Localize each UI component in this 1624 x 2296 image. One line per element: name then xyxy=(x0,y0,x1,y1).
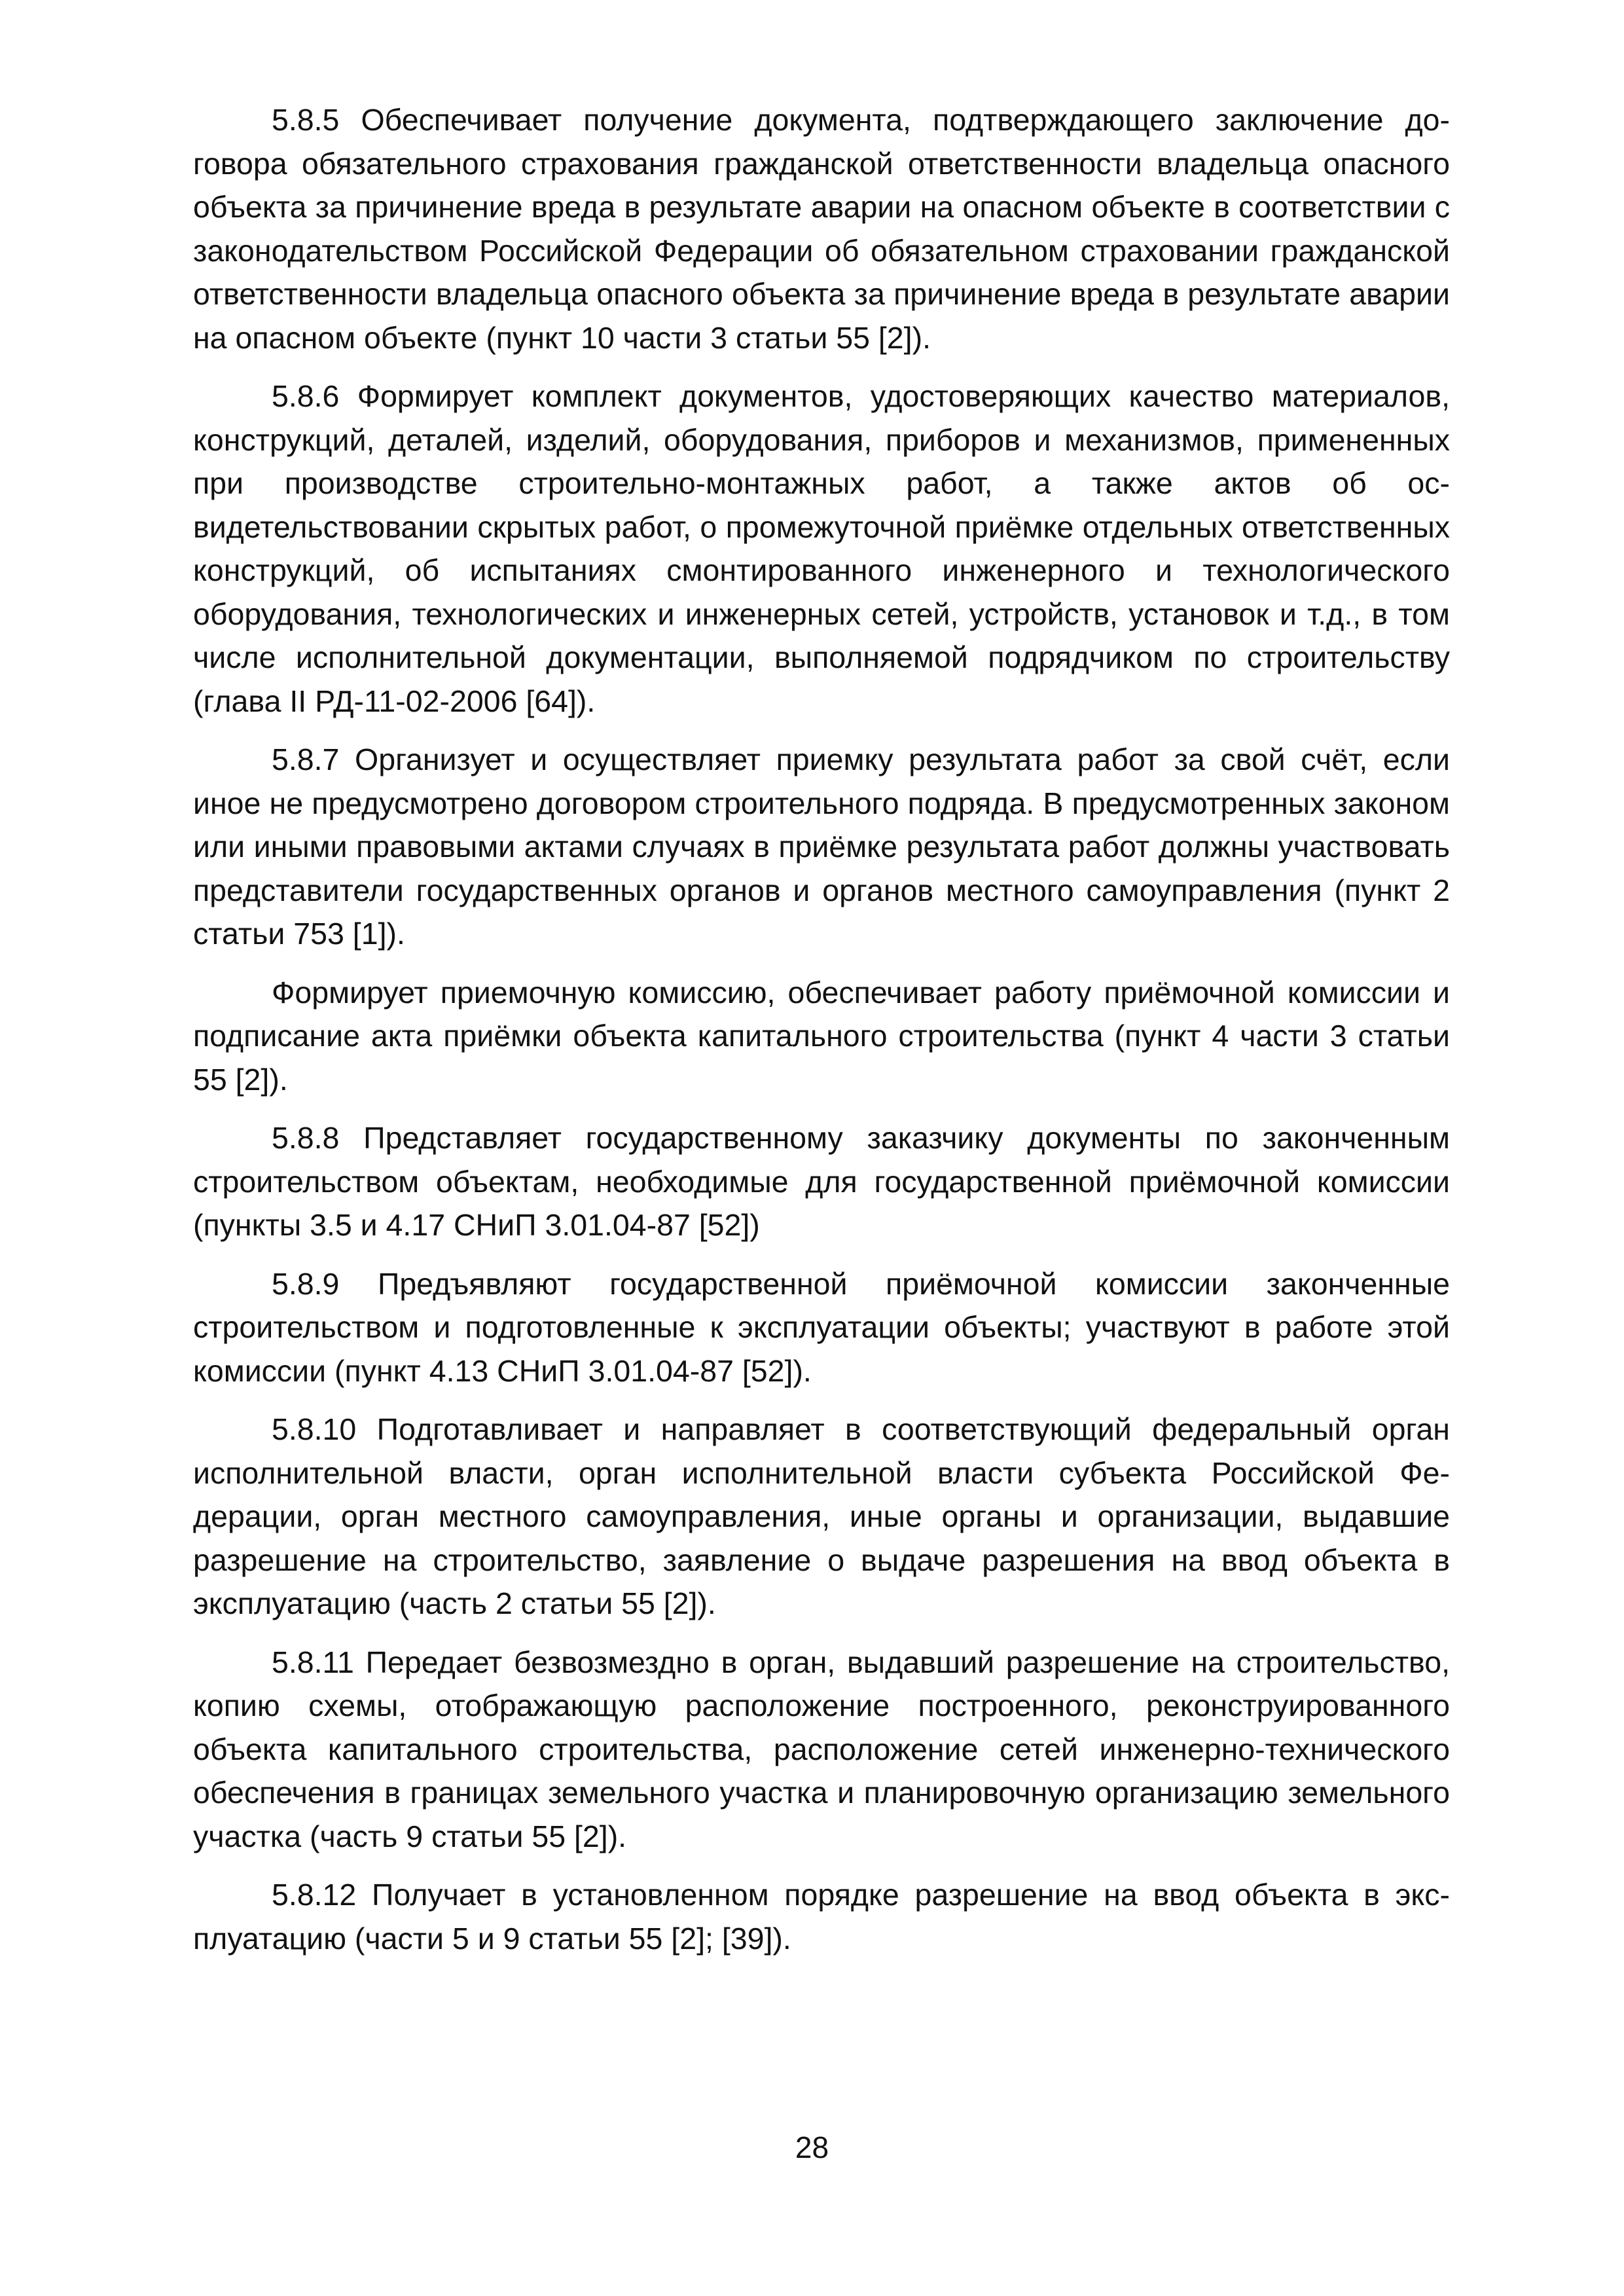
paragraph-5-8-12: 5.8.12 Получает в установленном порядке разрешение на ввод объекта в эксплуатацию (части 5 и 9 статьи 55 [2]; [39]). xyxy=(193,1878,1450,1956)
document-body xyxy=(193,98,1450,1975)
paragraph-5-8-6: 5.8.6 Формирует комплект документов, удостоверяющих качество материалов, конструкций, деталей, изделий, оборудования, приборов и механизмов, примененных при производстве строительно-монтажных работ, а также актов об освидетельствовании скрытых работ, о промежуточной приёмке отдельных ответственных конструкций, об испытаниях смонтированного инженерного и технологического оборудования, технологических и инженерных сетей, устройств, установок и т.д., в том числе исполнительной документации, выполняемой подрядчиком по строительству (глава II РД-11-02-2006 [64]). xyxy=(193,379,1450,718)
paragraph-acceptance-commission: Формирует приемочную комиссию, обеспечивает работу приёмочной комиссии и подписание акта приёмки объекта капитального строительства (пункт 4 части 3 статьи 55 [2]). xyxy=(193,975,1450,1097)
page-number: 28 xyxy=(795,2130,829,2164)
paragraph-5-8-7: 5.8.7 Организует и осуществляет приемку результата работ за свой счёт, если иное не предусмотрено договором строительного подряда. В предусмотренных законом или иными правовыми актами случаях в приёмке результата работ должны участвовать представители государственных органов и органов местного самоуправления (пункт 2 статьи 753 [1]). xyxy=(193,742,1450,951)
paragraph-5-8-5: 5.8.5 Обеспечивает получение документа, подтверждающего заключение договора обязательного страхования гражданской ответственности владельца опасного объекта за причинение вреда в результате аварии на опасном объекте в соответствии с законодательством Российской Федерации об обязательном страховании гражданской ответственности владельца опасного объекта за причинение вреда в результате аварии на опасном объекте (пункт 10 части 3 статьи 55 [2]). xyxy=(193,103,1450,355)
paragraph-5-8-8: 5.8.8 Представляет государственному заказчику документы по законченным строительством объектам, необходимые для государственной приёмочной комиссии (пункты 3.5 и 4.17 СНиП 3.01.04-87 [52]) xyxy=(193,1121,1450,1242)
paragraph-5-8-11: 5.8.11 Передает безвозмездно в орган, выдавший разрешение на строительство, копию схемы, отображающую расположение построенного, реконструированного объекта капитального строительства, расположение сетей инженерно-технического обеспечения в границах земельного участка и планировочную организацию земельного участка (часть 9 статьи 55 [2]). xyxy=(193,1645,1450,1853)
paragraph-5-8-9: 5.8.9 Предъявляют государственной приёмочной комиссии законченные строительством и подготовленные к эксплуатации объекты; участвуют в работе этой комиссии (пункт 4.13 СНиП 3.01.04-87 [52]). xyxy=(193,1266,1450,1388)
paragraph-5-8-10: 5.8.10 Подготавливает и направляет в соответствующий федеральный орган исполнительной власти, орган исполнительной власти субъекта Российской Федерации, орган местного самоуправления, иные органы и организации, выдавшие разрешение на строительство, заявление о выдаче разрешения на ввод объекта в эксплуатацию (часть 2 статьи 55 [2]). xyxy=(193,1412,1450,1620)
